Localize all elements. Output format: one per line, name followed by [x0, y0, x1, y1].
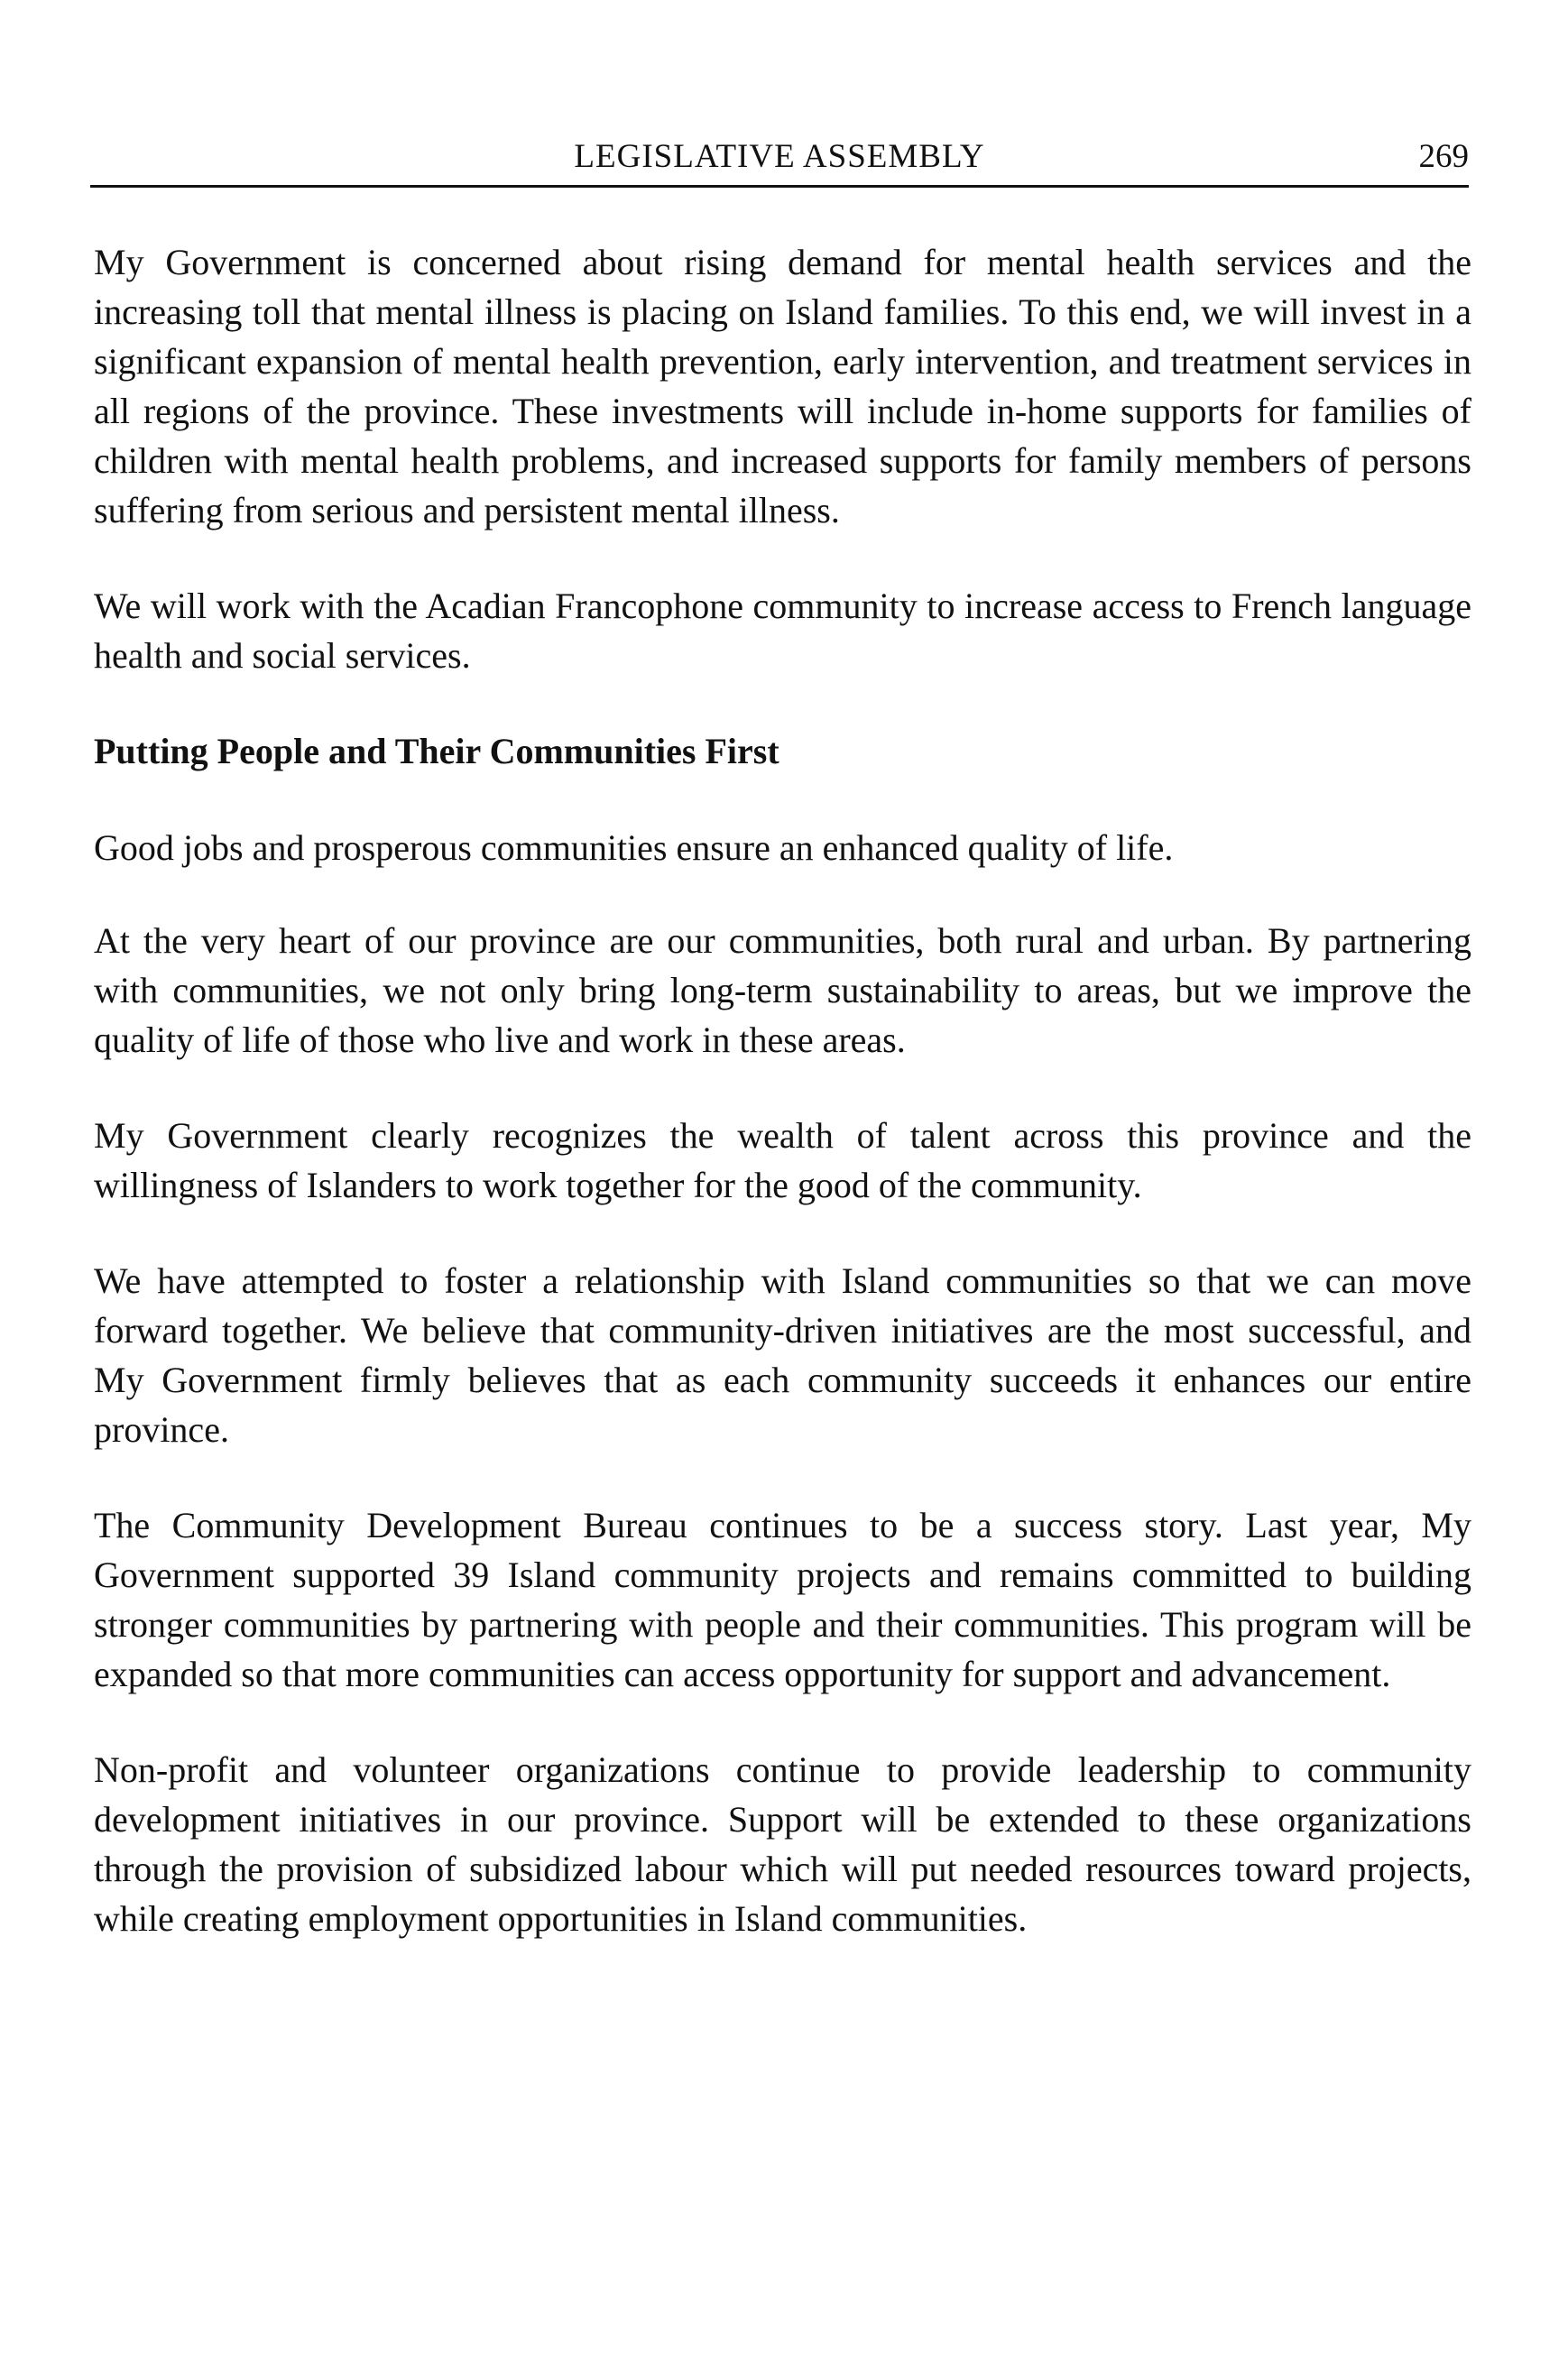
- body-text: [94, 237, 1471, 1989]
- paragraph-mental-health: My Government is concerned about rising demand for mental health services and the increasing toll that mental illness is placing on Island families. To this end, we will invest in a significant expansion of mental health prevention, early intervention, and treatment services in all regions of the province. These investments will include in-home supports for families of children with mental health problems, and increased supports for family members of persons suffering from serious and persistent mental illness.: [94, 242, 1471, 530]
- paragraph-francophone-services: We will work with the Acadian Francophone community to increase access to French language health and social services.: [94, 586, 1471, 676]
- page-number: 269: [1418, 138, 1469, 175]
- section-heading: Putting People and Their Communities First: [94, 731, 779, 771]
- running-header: [90, 131, 1469, 183]
- paragraph-good-jobs: Good jobs and prosperous communities ensure an enhanced quality of life.: [94, 827, 1174, 868]
- paragraph-wealth-of-talent: My Government clearly recognizes the wealth of talent across this province and the willingness of Islanders to work together for the good of the community.: [94, 1115, 1471, 1205]
- paragraph-communities-heart: At the very heart of our province are our communities, both rural and urban. By partnering with communities, we not only bring long-term sustainability to areas, but we improve the quality of life of those who live and work in these areas.: [94, 920, 1471, 1060]
- running-header-title: LEGISLATIVE ASSEMBLY: [574, 138, 985, 175]
- header-rule: [90, 185, 1469, 188]
- paragraph-non-profit-organizations: Non-profit and volunteer organizations continue to provide leadership to community development initiatives in our province. Support will be extended to these organizations through the provision of subsidized labour which will put needed resources toward projects, while creating employment opportunities in Island communities.: [94, 1749, 1471, 1939]
- paragraph-community-relationship: We have attempted to foster a relationship with Island communities so that we can move forward together. We believe that community-driven initiatives are the most successful, and My Government firmly believes that as each community succeeds it enhances our entire province.: [94, 1260, 1471, 1450]
- paragraph-development-bureau: The Community Development Bureau continues to be a success story. Last year, My Government supported 39 Island community projects and remains committed to building stronger communities by partnering with people and their communities. This program will be expanded so that more communities can access opportunity for support and advancement.: [94, 1505, 1471, 1694]
